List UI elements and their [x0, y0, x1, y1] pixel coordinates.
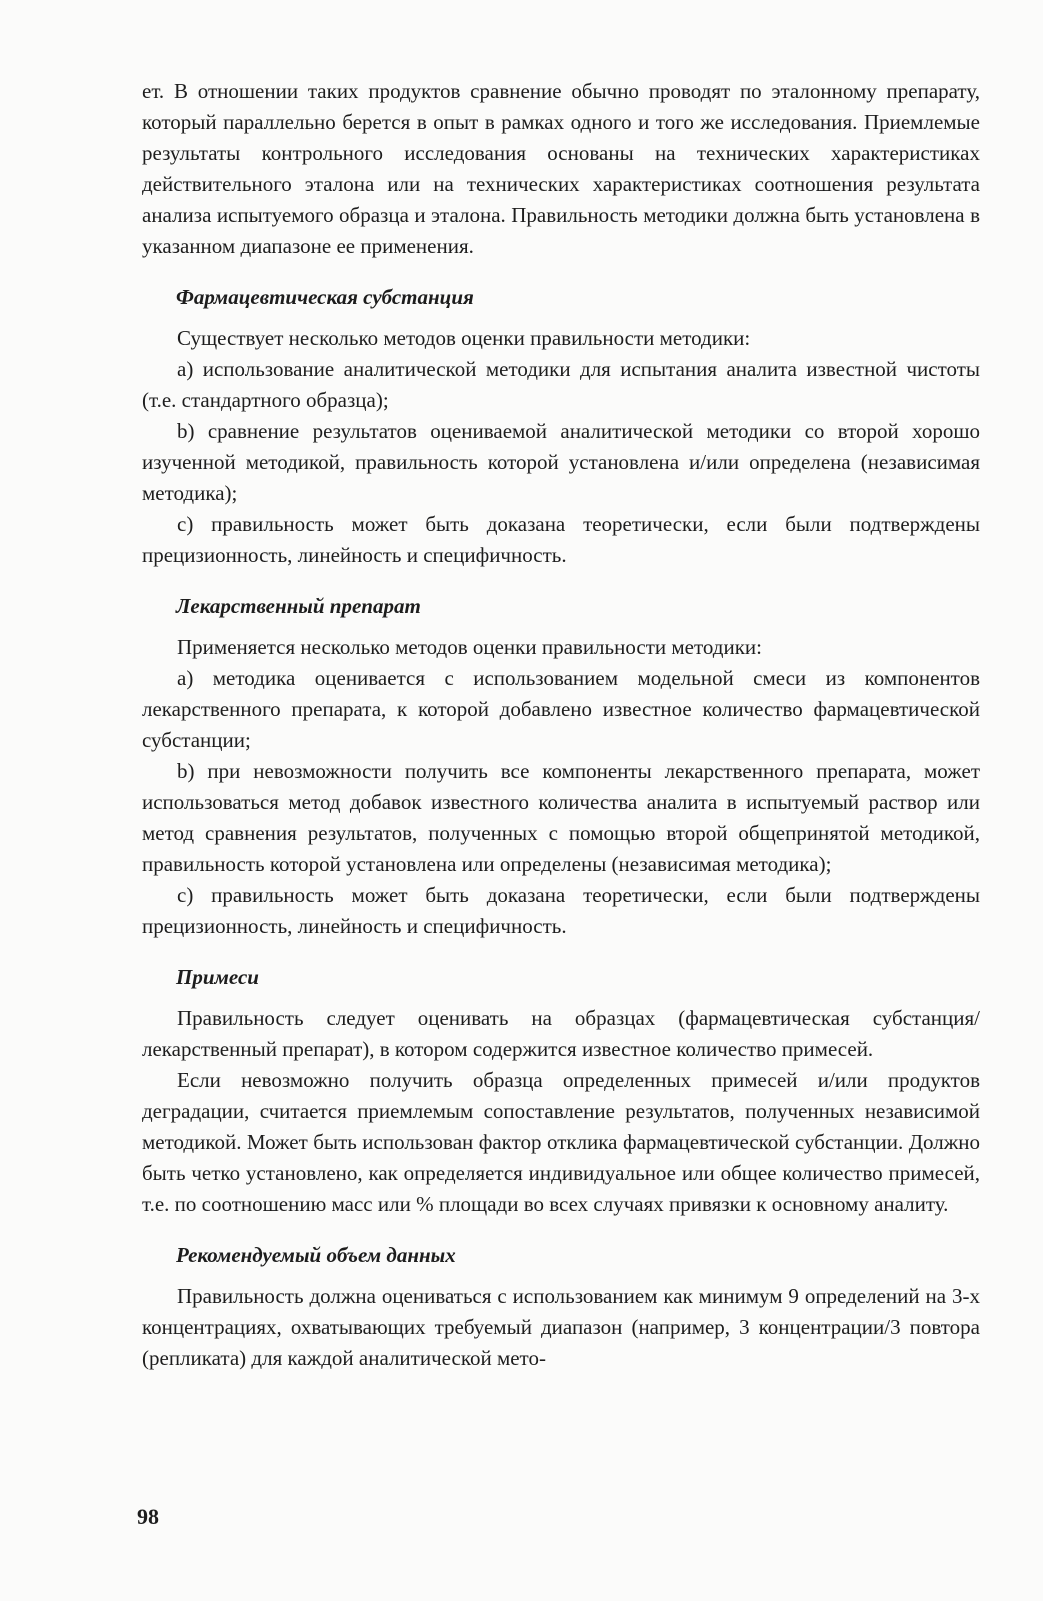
- paragraph: Существует несколько методов оценки правильности методики:: [177, 326, 751, 350]
- paragraph: c) правильность может быть доказана теоретически, если были подтверждены прецизионность, линейность и специфичность.: [142, 883, 980, 938]
- paragraph: a) методика оценивается с использованием модельной смеси из компонентов лекарственного препарата, к которой добавлено известное количество фармацевтической субстанции;: [142, 666, 980, 752]
- body-text: [142, 76, 980, 1374]
- paragraph: a) использование аналитической методики для испытания аналита известной чистоты (т.е. стандартного образца);: [142, 357, 980, 412]
- paragraph: Правильность должна оцениваться с использованием как минимум 9 определений на 3-х концентрациях, охватывающих требуемый диапазон (например, 3 концентрации/3 повтора (репликата) для каждой аналитической мето-: [142, 1284, 980, 1370]
- section-heading-drug-product: Лекарственный препарат: [176, 594, 421, 618]
- paragraph: Правильность следует оценивать на образцах (фармацевтическая субстанция/лекарственный препарат), в котором содержится известное количество примесей.: [142, 1006, 980, 1061]
- intro-paragraph: ет. В отношении таких продуктов сравнение обычно проводят по эталонному препарату, который параллельно берется в опыт в рамках одного и того же исследования. Приемлемые результаты контрольного исследования основаны на технических характеристиках действительного эталона или на технических характеристиках соотношения результата анализа испытуемого образца и эталона. Правильность методики должна быть установлена в указанном диапазоне ее применения.: [142, 79, 980, 258]
- page-number: 98: [137, 1504, 159, 1529]
- section-heading-impurities: Примеси: [176, 965, 259, 989]
- paragraph: Если невозможно получить образца определенных примесей и/или продуктов деградации, считается приемлемым сопоставление результатов, полученных независимой методикой. Может быть использован фактор отклика фармацевтической субстанции. Должно быть четко установлено, как определяется индивидуальное или общее количество примесей, т.е. по соотношению масс или % площади во всех случаях привязки к основному аналиту.: [142, 1068, 980, 1216]
- paragraph: Применяется несколько методов оценки правильности методики:: [177, 635, 762, 659]
- section-heading-substance: Фармацевтическая субстанция: [176, 285, 474, 309]
- paragraph: b) при невозможности получить все компоненты лекарственного препарата, может использоваться метод добавок известного количества аналита в испытуемый раствор или метод сравнения результатов, полученных с помощью второй общепринятой методикой, правильность которой установлена или определены (независимая методика);: [142, 759, 980, 876]
- section-heading-recommended-data: Рекомендуемый объем данных: [176, 1243, 456, 1267]
- paragraph: c) правильность может быть доказана теоретически, если были подтверждены прецизионность, линейность и специфичность.: [142, 512, 980, 567]
- paragraph: b) сравнение результатов оцениваемой аналитической методики со второй хорошо изученной методикой, правильность которой установлена и/или определена (независимая методика);: [142, 419, 980, 505]
